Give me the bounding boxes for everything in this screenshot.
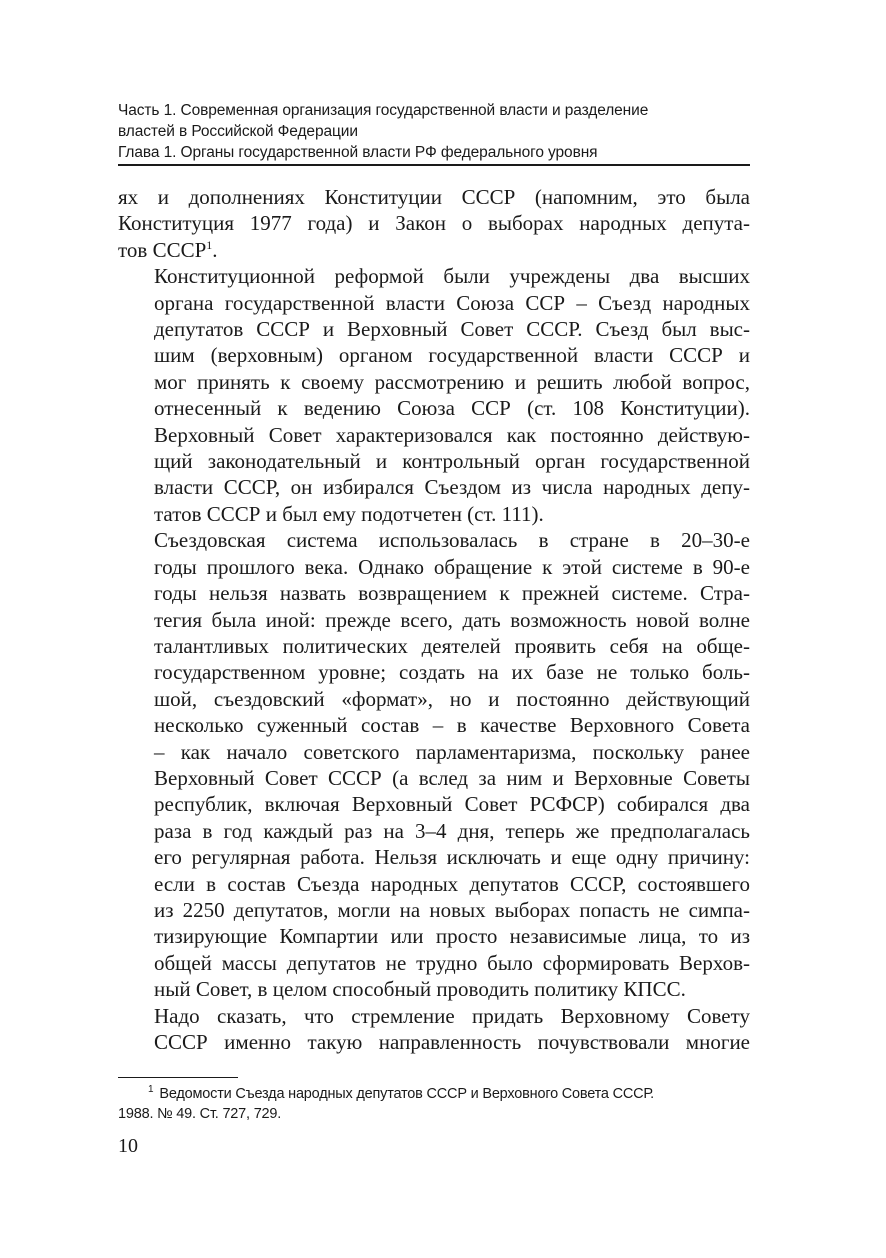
paragraph-2-line: органа государственной власти Союза ССР – Съезд народных bbox=[154, 290, 750, 315]
paragraph-3-line: тизирующие Компартии или просто независимые лица, то из bbox=[154, 924, 750, 949]
body-text bbox=[118, 184, 750, 1055]
footnote-text-1: Ведомости Съезда народных депутатов СССР и Верховного Совета СССР. bbox=[159, 1086, 654, 1103]
paragraph-3 bbox=[118, 527, 750, 1002]
paragraph-3-line: Верховный Совет СССР (а вслед за ним и Верховные Советы bbox=[154, 765, 750, 790]
paragraph-3-line: шой, съездовский «формат», но и постоянно действующий bbox=[154, 686, 750, 711]
paragraph-3-line: государственном уровне; создать на их базе не только боль- bbox=[154, 660, 750, 685]
paragraph-2-line: мог принять к своему рассмотрению и решить любой вопрос, bbox=[154, 369, 750, 394]
running-head bbox=[118, 100, 750, 166]
paragraph-3-line: годы прошлого века. Однако обращение к этой системе в 90-е bbox=[154, 554, 750, 579]
paragraph-1-last-text: тов СССР bbox=[118, 237, 207, 262]
paragraph-3-line: – как начало советского парламентаризма, поскольку ранее bbox=[154, 739, 750, 764]
footnote-marker: 1 bbox=[148, 1084, 154, 1096]
page-number: 10 bbox=[118, 1135, 138, 1157]
paragraph-2-line: татов СССР и был ему подотчетен (ст. 111). bbox=[154, 501, 544, 526]
paragraph-4 bbox=[118, 1003, 750, 1056]
paragraph-1-line: ях и дополнениях Конституции СССР (напомним, это была bbox=[118, 185, 750, 209]
paragraph-1-line: Конституция 1977 года) и Закон о выборах народных депута- bbox=[118, 211, 750, 236]
paragraph-3-line: его регулярная работа. Нельзя исключать и еще одну причину: bbox=[154, 845, 750, 870]
running-head-part-line-2: властей в Российской Федерации bbox=[118, 123, 358, 140]
footnote bbox=[118, 1084, 750, 1124]
paragraph-2-line: щий законодательный и контрольный орган государственной bbox=[154, 449, 750, 474]
paragraph-3-line: если в состав Съезда народных депутатов СССР, состоявшего bbox=[154, 871, 750, 896]
footnote-divider bbox=[118, 1077, 238, 1078]
paragraph-2-line: Конституционной реформой были учреждены два высших bbox=[154, 264, 750, 289]
paragraph-3-line: раза в год каждый раз на 3–4 дня, теперь же предполагалась bbox=[154, 818, 750, 843]
paragraph-1 bbox=[118, 184, 750, 263]
paragraph-3-line: из 2250 депутатов, могли на новых выборах попасть не симпа- bbox=[154, 897, 750, 922]
paragraph-2-line: власти СССР, он избирался Съездом из числа народных депу- bbox=[154, 475, 750, 500]
paragraph-3-line: несколько суженный состав – в качестве Верховного Совета bbox=[154, 713, 750, 738]
paragraph-2-line: шим (верховным) органом государственной власти СССР и bbox=[154, 343, 750, 368]
paragraph-2-line: депутатов СССР и Верховный Совет СССР. Съезд был выс- bbox=[154, 317, 750, 342]
paragraph-1-last-tail: . bbox=[212, 237, 218, 262]
book-page bbox=[118, 100, 750, 1124]
footnote-line-2: 1988. № 49. Ст. 727, 729. bbox=[118, 1106, 282, 1123]
paragraph-4-line: Надо сказать, что стремление придать Верховному Совету bbox=[154, 1003, 750, 1028]
running-head-part-line-1: Часть 1. Современная организация государственной власти и разделение bbox=[118, 102, 649, 119]
paragraph-3-line: республик, включая Верховный Совет РСФСР) собирался два bbox=[154, 792, 750, 817]
footnote-reference[interactable]: 1 bbox=[206, 237, 213, 252]
paragraph-3-line: ный Совет, в целом способный проводить политику КПСС. bbox=[154, 977, 686, 1002]
paragraph-4-line: СССР именно такую направленность почувствовали многие bbox=[154, 1030, 750, 1054]
paragraph-3-line: тегия была иной: прежде всего, дать возможность новой волне bbox=[154, 607, 750, 632]
paragraph-3-line: общей массы депутатов не трудно было сформировать Верхов- bbox=[154, 950, 750, 975]
paragraph-1-last-line bbox=[118, 237, 750, 263]
paragraph-2-line: отнесенный к ведению Союза ССР (ст. 108 Конституции). bbox=[154, 396, 750, 421]
footnote-line-1 bbox=[118, 1084, 750, 1104]
running-head-chapter: Глава 1. Органы государственной власти РФ федерального уровня bbox=[118, 144, 598, 161]
paragraph-3-line: Съездовская система использовалась в стране в 20–30-е bbox=[154, 528, 750, 553]
paragraph-2-line: Верховный Совет характеризовался как постоянно действую- bbox=[154, 422, 750, 447]
paragraph-3-line: талантливых политических деятелей проявить себя на обще- bbox=[154, 633, 750, 658]
paragraph-2 bbox=[118, 263, 750, 527]
paragraph-3-line: годы нельзя назвать возвращением к прежней системе. Стра- bbox=[154, 581, 750, 606]
